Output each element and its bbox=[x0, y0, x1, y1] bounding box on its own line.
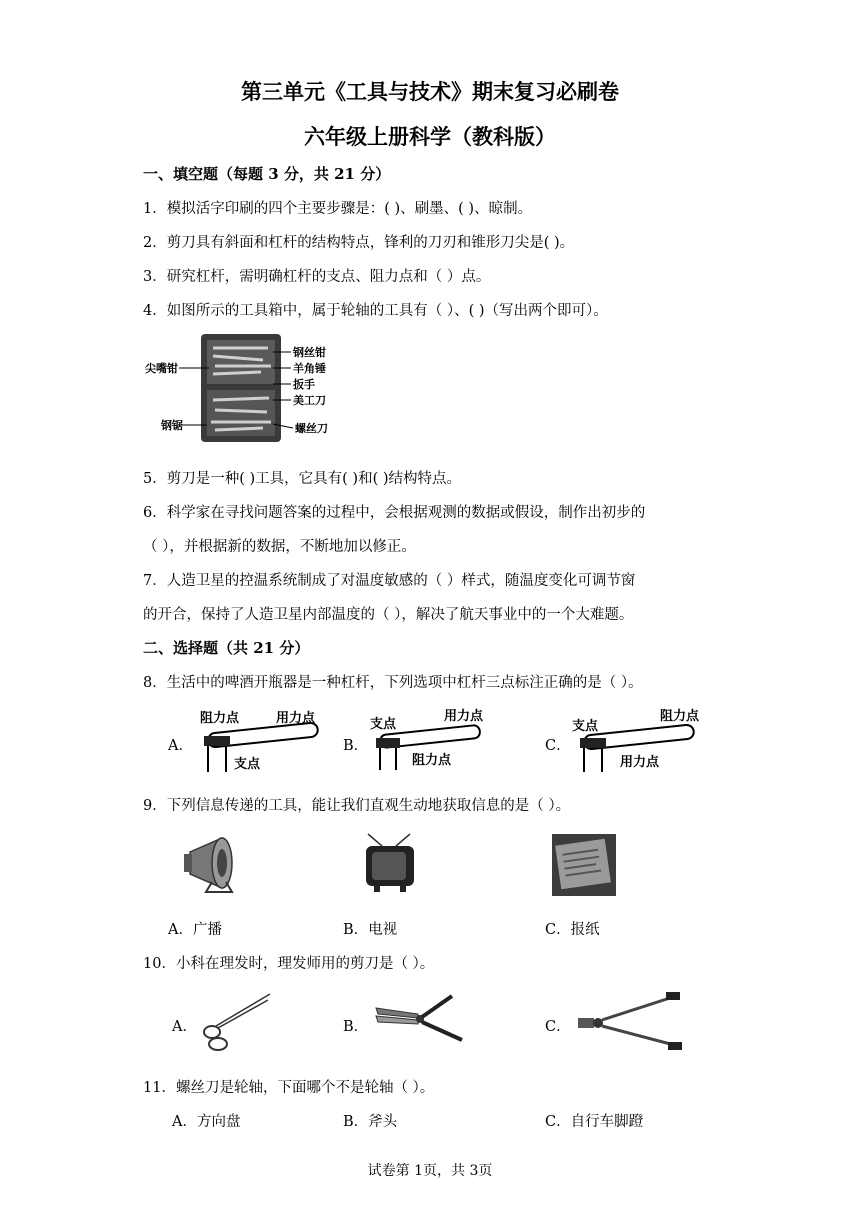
hedge-shears-icon bbox=[372, 990, 468, 1054]
q10-option-b-label: B． bbox=[343, 1019, 369, 1035]
haircut-scissors-icon bbox=[196, 990, 276, 1054]
q8-b-effort-point: 用力点 bbox=[444, 709, 484, 724]
toolbox-label-needle-pliers: 尖嘴钳 bbox=[145, 362, 178, 375]
toolbox-label-hacksaw: 钢锯 bbox=[161, 419, 183, 432]
page-subtitle: 六年级上册科学（教科版） bbox=[304, 124, 556, 149]
toolbox-label-utility-knife: 美工刀 bbox=[293, 394, 326, 407]
question-7-line-1: 7．人造卫星的控温系统制成了对温度敏感的（ ）样式，随温度变化可调节窗 bbox=[143, 573, 636, 589]
question-6-line-1: 6．科学家在寻找问题答案的过程中，会根据观测的数据或假设，制作出初步的 bbox=[143, 505, 646, 521]
q8-option-c-label: C． bbox=[545, 738, 571, 754]
newspaper-icon bbox=[550, 832, 618, 898]
loudspeaker-icon bbox=[182, 832, 240, 894]
toolbox-figure bbox=[143, 330, 343, 450]
question-8: 8．生活中的啤酒开瓶器是一种杠杆，下列选项中杠杆三点标注正确的是（ ）。 bbox=[143, 675, 643, 691]
q10-option-c-label: C． bbox=[545, 1019, 571, 1035]
television-icon bbox=[362, 832, 418, 894]
question-3: 3．研究杠杆，需明确杠杆的支点、阻力点和（ ）点。 bbox=[143, 269, 491, 285]
q8-b-fulcrum: 支点 bbox=[370, 717, 397, 732]
question-11: 11．螺丝刀是轮轴，下面哪个不是轮轴（ ）。 bbox=[143, 1080, 435, 1096]
q9-option-b: B．电视 bbox=[343, 922, 398, 938]
q8-b-resistance-point: 阻力点 bbox=[412, 753, 452, 768]
toolbox-label-screwdriver: 螺丝刀 bbox=[295, 422, 328, 435]
question-5: 5．剪刀是一种( )工具，它具有( )和( )结构特点。 bbox=[143, 471, 461, 487]
question-10: 10．小科在理发时，理发师用的剪刀是（ ）。 bbox=[143, 956, 435, 972]
q8-c-resistance-point: 阻力点 bbox=[660, 709, 700, 724]
question-9: 9．下列信息传递的工具，能让我们直观生动地获取信息的是（ ）。 bbox=[143, 798, 571, 814]
q8-a-effort-point: 用力点 bbox=[276, 711, 316, 726]
page-footer: 试卷第 1页，共 3页 bbox=[367, 1163, 493, 1179]
toolbox-label-claw-hammer: 羊角锤 bbox=[293, 362, 326, 375]
q8-option-a-image bbox=[196, 706, 331, 774]
q8-option-b-label: B． bbox=[343, 738, 369, 754]
question-6-line-2: （ ），并根据新的数据，不断地加以修正。 bbox=[143, 539, 416, 555]
q11-option-a: A．方向盘 bbox=[172, 1114, 241, 1130]
section-2-heading: 二、选择题（共 21 分） bbox=[143, 639, 310, 657]
page-title: 第三单元《工具与技术》期末复习必刷卷 bbox=[241, 79, 619, 104]
q8-c-fulcrum: 支点 bbox=[572, 719, 599, 734]
q8-option-c-image bbox=[570, 706, 715, 774]
bolt-cutter-icon bbox=[574, 990, 684, 1054]
question-1: 1．模拟活字印刷的四个主要步骤是：( )、刷墨、( )、晾制。 bbox=[143, 201, 533, 217]
toolbox-label-wrench: 扳手 bbox=[293, 378, 315, 391]
question-2: 2．剪刀具有斜面和杠杆的结构特点，锋利的刀刃和锥形刀尖是( )。 bbox=[143, 235, 575, 251]
q8-c-effort-point: 用力点 bbox=[620, 755, 660, 770]
question-7-line-2: 的开合，保持了人造卫星内部温度的（ ），解决了航天事业中的一个大难题。 bbox=[143, 607, 634, 623]
q10-option-a-label: A． bbox=[172, 1019, 197, 1035]
q11-option-c: C．自行车脚蹬 bbox=[545, 1114, 644, 1130]
section-1-heading: 一、填空题（每题 3 分，共 21 分） bbox=[143, 165, 391, 183]
q9-option-a: A．广播 bbox=[168, 922, 222, 938]
q8-a-fulcrum: 支点 bbox=[234, 757, 261, 772]
question-4: 4．如图所示的工具箱中，属于轮轴的工具有（ ）、( )（写出两个即可）。 bbox=[143, 303, 608, 319]
q9-option-c: C．报纸 bbox=[545, 922, 600, 938]
q11-option-b: B．斧头 bbox=[343, 1114, 398, 1130]
toolbox-label-wire-pliers: 钢丝钳 bbox=[293, 346, 326, 359]
q8-a-resistance-point: 阻力点 bbox=[200, 711, 240, 726]
q8-option-b-image bbox=[368, 706, 493, 774]
q8-option-a-label: A． bbox=[168, 738, 193, 754]
